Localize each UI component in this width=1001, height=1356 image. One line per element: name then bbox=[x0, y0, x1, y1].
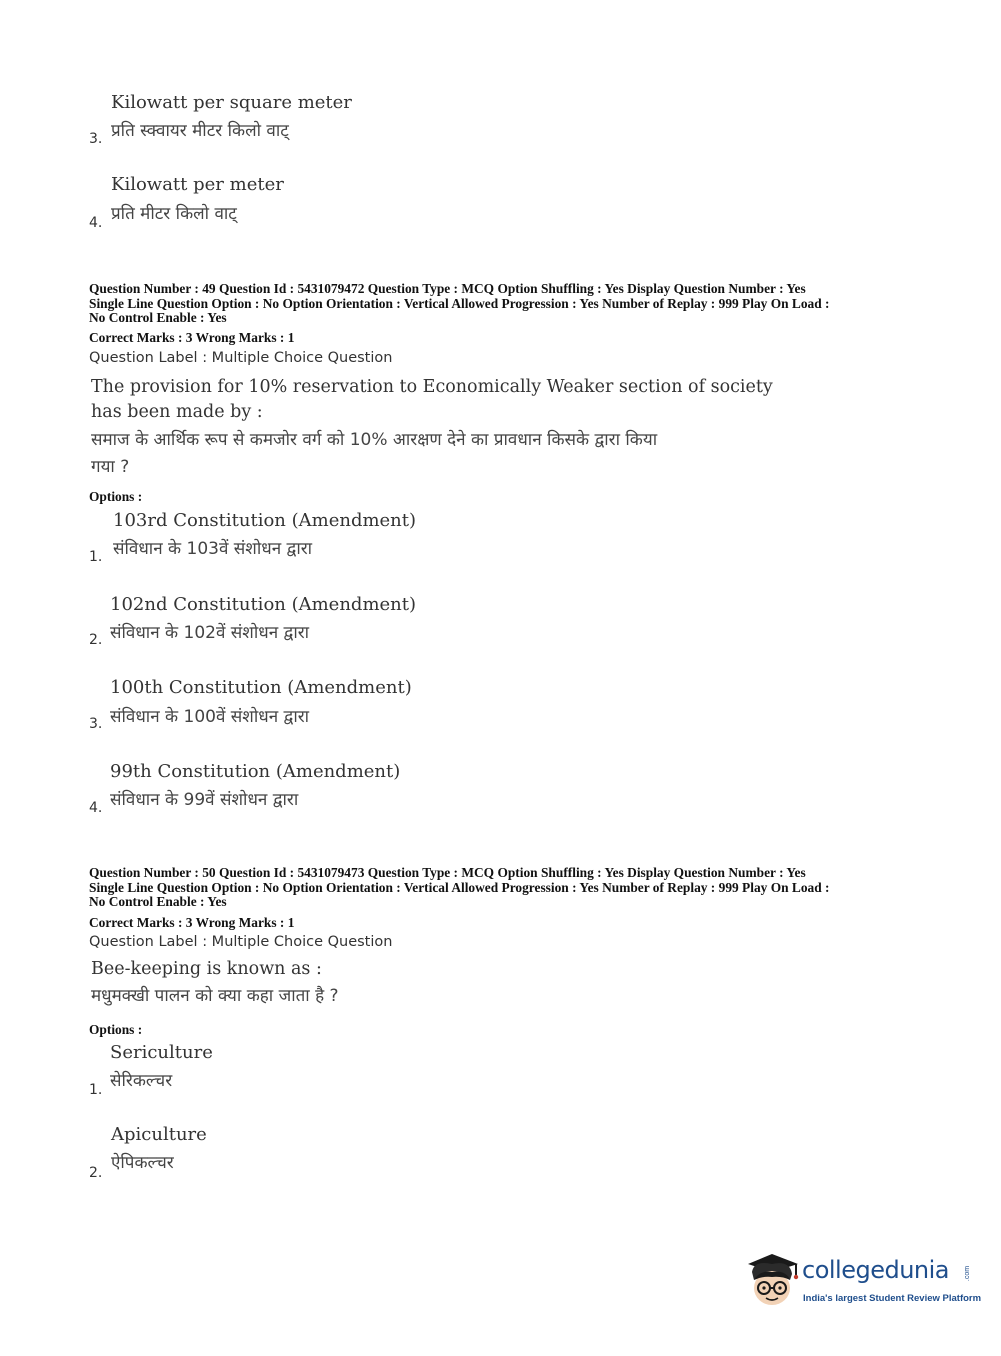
option-number: 4. bbox=[89, 800, 103, 816]
question-marks: Correct Marks : 3 Wrong Marks : 1 bbox=[89, 330, 295, 345]
question-label: Question Label : Multiple Choice Question bbox=[89, 350, 393, 366]
logo-domain: .com bbox=[964, 1265, 972, 1282]
option-text-en: Kilowatt per meter bbox=[111, 174, 284, 195]
collegedunia-logo bbox=[742, 1250, 982, 1312]
meta-line: Single Line Question Option : No Option Orientation : Vertical Allowed Progression : Yes Number of Replay : 999 Play On Load : bbox=[89, 295, 830, 311]
option-text-hi: संविधान के 100वें संशोधन द्वारा bbox=[110, 707, 310, 727]
option-number: 2. bbox=[89, 632, 103, 648]
options-header: Options : bbox=[89, 1022, 143, 1037]
question-text-line: गया ? bbox=[91, 457, 130, 477]
options-header: Options : bbox=[89, 489, 143, 504]
option-text-en: Sericulture bbox=[110, 1042, 213, 1063]
option-number: 2. bbox=[89, 1165, 103, 1181]
option-text-hi: प्रति स्क्वायर मीटर किलो वाट् bbox=[111, 121, 289, 141]
question-text-line: The provision for 10% reservation to Economically Weaker section of society bbox=[91, 377, 773, 397]
meta-line: Single Line Question Option : No Option Orientation : Vertical Allowed Progression : Yes Number of Replay : 999 Play On Load : bbox=[89, 879, 830, 895]
option-text-en: 100th Constitution (Amendment) bbox=[110, 677, 412, 698]
mascot-icon bbox=[742, 1250, 800, 1310]
option-number: 1. bbox=[89, 549, 103, 565]
question-text-hi: मधुमक्खी पालन को क्या कहा जाता है ? bbox=[91, 986, 339, 1006]
question-text-hi bbox=[91, 427, 811, 481]
question-marks: Correct Marks : 3 Wrong Marks : 1 bbox=[89, 915, 295, 930]
option-text-en: Kilowatt per square meter bbox=[111, 92, 352, 113]
question-text-en bbox=[91, 375, 811, 425]
option-text-hi: संविधान के 99वें संशोधन द्वारा bbox=[110, 790, 299, 810]
option-number: 3. bbox=[89, 131, 103, 147]
logo-tagline: India's largest Student Review Platform bbox=[803, 1293, 982, 1304]
option-text-hi: सेरिकल्चर bbox=[110, 1071, 173, 1091]
question-text-en: Bee-keeping is known as : bbox=[91, 959, 322, 979]
option-number: 4. bbox=[89, 215, 103, 231]
question-text-line: समाज के आर्थिक रूप से कमजोर वर्ग को 10% आरक्षण देने का प्रावधान किसके द्वारा किया bbox=[91, 430, 658, 450]
option-text-en: 102nd Constitution (Amendment) bbox=[110, 594, 417, 615]
question-text-line: has been made by : bbox=[91, 402, 263, 422]
meta-line: Question Number : 49 Question Id : 5431079472 Question Type : MCQ Option Shuffling : Yes Display Question Number : Yes bbox=[89, 281, 806, 296]
question-label: Question Label : Multiple Choice Question bbox=[89, 934, 393, 950]
question-meta bbox=[89, 282, 919, 326]
meta-line: No Control Enable : Yes bbox=[89, 894, 227, 910]
option-number: 3. bbox=[89, 716, 103, 732]
option-text-hi: प्रति मीटर किलो वाट् bbox=[111, 204, 237, 224]
option-number: 1. bbox=[89, 1082, 103, 1098]
option-text-hi: संविधान के 102वें संशोधन द्वारा bbox=[110, 623, 310, 643]
question-meta bbox=[89, 866, 919, 910]
option-text-en: 103rd Constitution (Amendment) bbox=[113, 510, 417, 531]
option-text-hi: ऐपिकल्चर bbox=[111, 1153, 174, 1173]
option-text-hi: संविधान के 103वें संशोधन द्वारा bbox=[113, 539, 313, 559]
option-text-en: 99th Constitution (Amendment) bbox=[110, 761, 401, 782]
meta-line: Question Number : 50 Question Id : 5431079473 Question Type : MCQ Option Shuffling : Yes Display Question Number : Yes bbox=[89, 865, 806, 880]
logo-wordmark: collegedunia bbox=[802, 1256, 950, 1284]
meta-line: No Control Enable : Yes bbox=[89, 310, 227, 326]
option-text-en: Apiculture bbox=[111, 1124, 207, 1145]
